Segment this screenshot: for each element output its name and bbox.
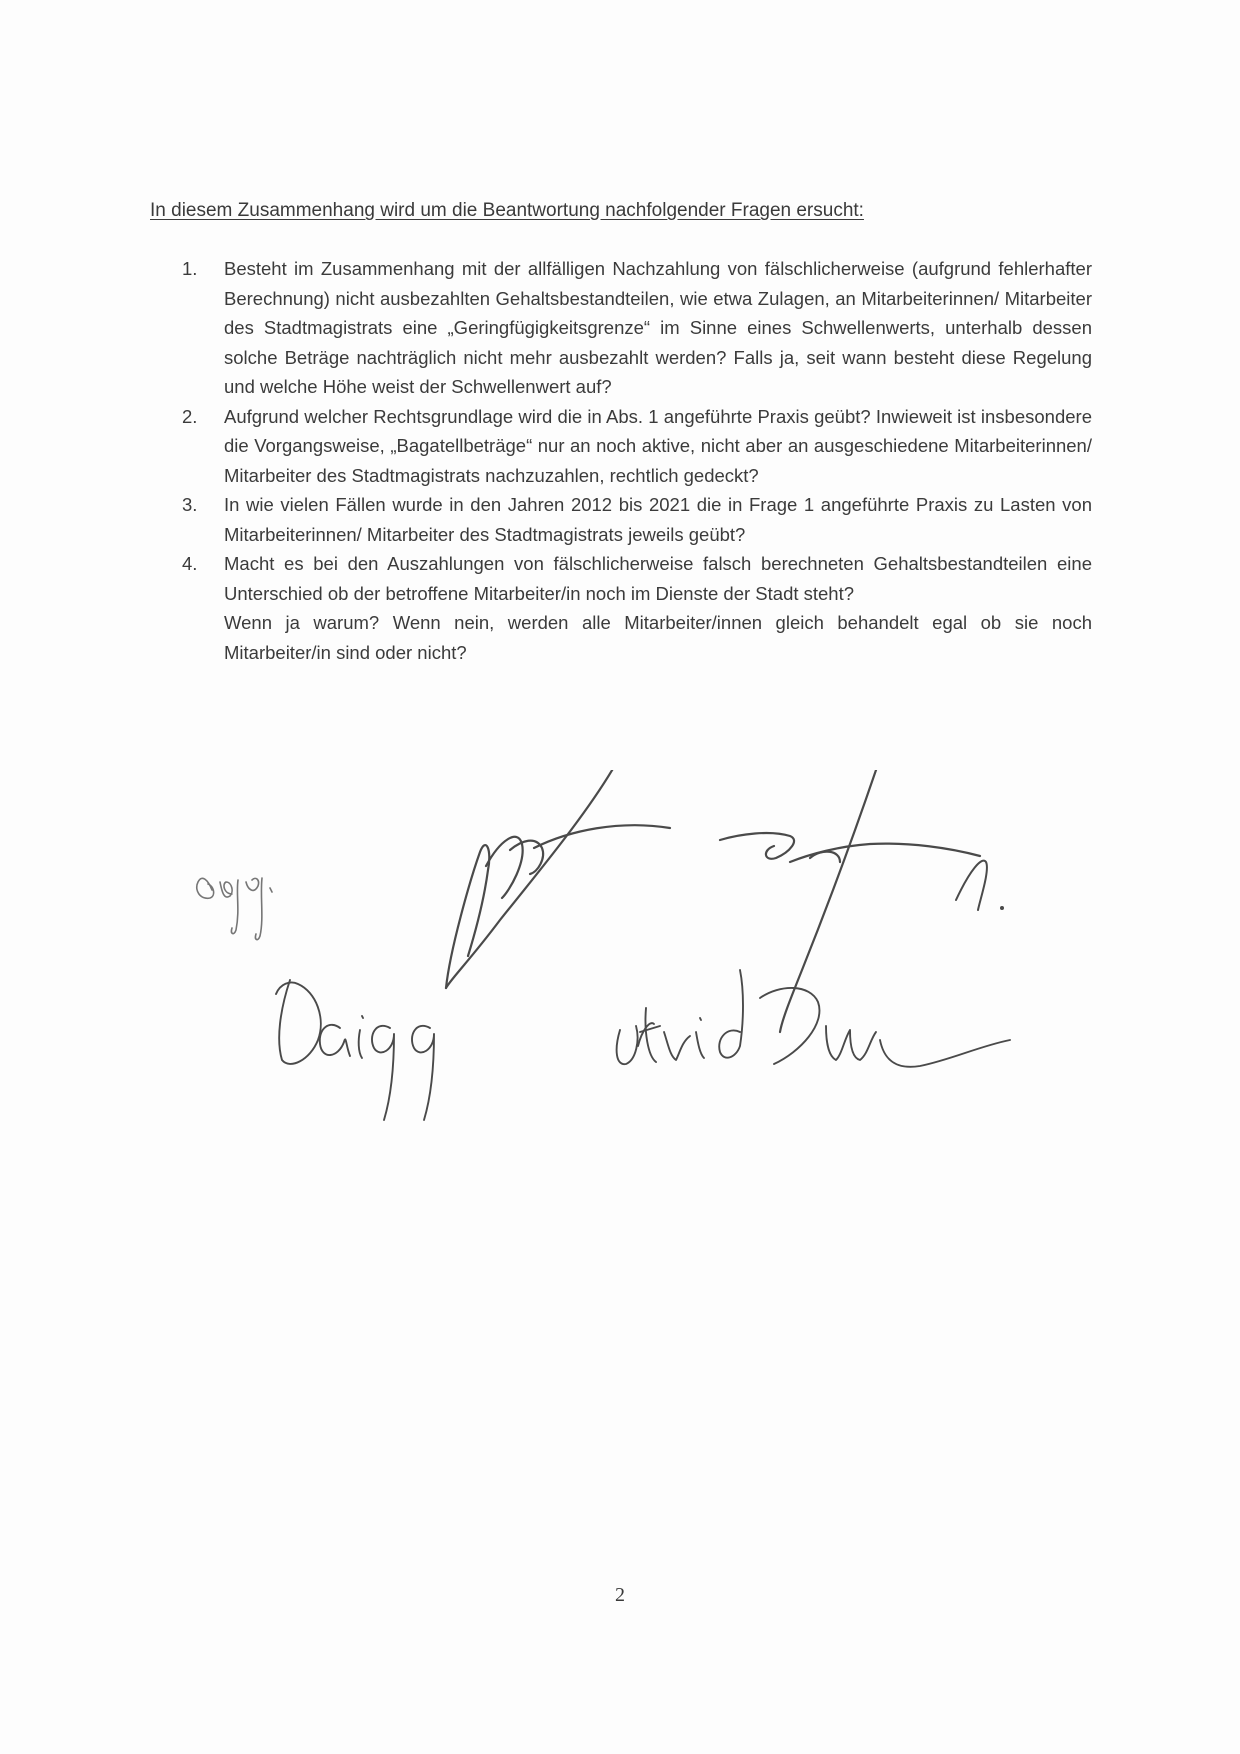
question-number: 4. [182, 553, 198, 574]
signature-block [150, 770, 1110, 1170]
signature-mark [956, 861, 987, 910]
signature-3 [720, 770, 980, 1032]
question-item [182, 254, 1092, 402]
question-paragraph: Besteht im Zusammenhang mit der allfälligen Nachzahlung von fälschlicherweise (aufgrund fehlerhafter Berechnung) nicht ausbezahlten Gehaltsbestandteilen, wie etwa Zulagen, an Mitarbeiterinnen/ Mitarbeiter des Stadtmagistrats eine „Geringfügigkeitsgrenze“ im Sinne eines Schwellenwerts, unterhalb dessen solche Beträge nachträglich nicht mehr ausbezahlt werden? Falls ja, seit wann besteht diese Regelung und welche Höhe weist der Schwellenwert auf? [224, 258, 1092, 397]
question-text [224, 490, 1092, 549]
question-item [182, 549, 1092, 667]
signature-4 [276, 980, 434, 1120]
question-text [224, 549, 1092, 667]
question-item [182, 490, 1092, 549]
question-number: 2. [182, 405, 198, 427]
signature-1 [197, 878, 272, 940]
question-paragraph: Wenn ja warum? Wenn nein, werden alle Mitarbeiter/innen gleich behandelt egal ob sie noch Mitarbeiter/in sind oder nicht? [224, 612, 1092, 663]
signature-dot [1000, 906, 1004, 910]
page-number: 2 [615, 1584, 625, 1606]
question-number: 3. [182, 494, 198, 515]
signatures-drawing [150, 770, 1110, 1170]
question-text [224, 402, 1092, 491]
intro-heading: In diesem Zusammenhang wird um die Beantwortung nachfolgender Fragen ersucht: [150, 200, 864, 221]
question-paragraph: In wie vielen Fällen wurde in den Jahren 2012 bis 2021 die in Frage 1 angeführte Praxis zu Lasten von Mitarbeiterinnen/ Mitarbeiter des Stadtmagistrats jeweils geübt? [224, 494, 1092, 545]
question-text [224, 254, 1092, 402]
signature-2 [446, 770, 670, 988]
question-item [182, 402, 1092, 491]
signature-5 [617, 970, 1010, 1067]
question-paragraph: Aufgrund welcher Rechtsgrundlage wird die in Abs. 1 angeführte Praxis geübt? Inwieweit ist insbesondere die Vorgangsweise, „Bagatellbeträge“ nur an noch aktive, nicht aber an ausgeschiedene Mitarbeiterinnen/ Mitarbeiter des Stadtmagistrats nachzuzahlen, rechtlich gedeckt? [224, 405, 1092, 486]
question-number: 1. [182, 258, 198, 279]
question-list [182, 254, 1092, 667]
question-paragraph: Macht es bei den Auszahlungen von fälschlicherweise falsch berechneten Gehaltsbestandteilen eine Unterschied ob der betroffene Mitarbeiter/in noch im Dienste der Stadt steht? [224, 553, 1092, 604]
